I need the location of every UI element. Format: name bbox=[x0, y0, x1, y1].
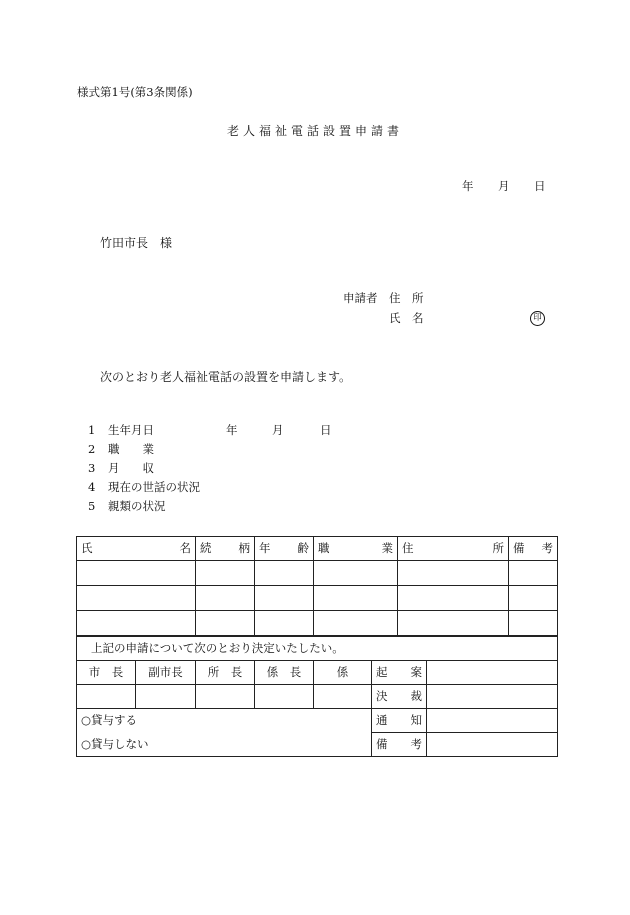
side-label-approval: 決 裁 bbox=[372, 685, 427, 709]
side-label-notice: 通 知 bbox=[372, 709, 427, 733]
addressee: 竹田市長 様 bbox=[100, 236, 173, 250]
date-year-label: 年 bbox=[462, 179, 474, 193]
item-label: 職 業 bbox=[108, 442, 154, 456]
header-relation: 続 柄 bbox=[196, 537, 255, 561]
option-lend[interactable]: ○貸与する bbox=[77, 709, 372, 733]
header-name: 氏 名 bbox=[77, 537, 196, 561]
item-label: 現在の世話の状況 bbox=[108, 480, 200, 494]
remarks-value-cell[interactable] bbox=[427, 733, 558, 757]
approver-section-chief: 係 長 bbox=[255, 661, 314, 685]
side-label-remarks: 備 考 bbox=[372, 733, 427, 757]
document-title: 老人福祉電話設置申請書 bbox=[226, 124, 403, 138]
intro-text: 次のとおり老人福祉電話の設置を申請します。 bbox=[100, 370, 352, 384]
item-number: 2 bbox=[88, 442, 96, 456]
draft-value-cell[interactable] bbox=[427, 661, 558, 685]
date-month-label: 月 bbox=[498, 179, 510, 193]
stamp-cell-section-chief[interactable] bbox=[255, 685, 314, 709]
table-header-row bbox=[77, 537, 558, 561]
approver-director: 所 長 bbox=[196, 661, 255, 685]
approver-deputy-mayor: 副市長 bbox=[136, 661, 196, 685]
header-remarks: 備 考 bbox=[509, 537, 558, 561]
name-label: 氏 名 bbox=[389, 311, 424, 325]
applicant-label: 申請者 bbox=[343, 291, 378, 305]
header-occupation: 職 業 bbox=[314, 537, 398, 561]
header-address: 住 所 bbox=[398, 537, 509, 561]
table-row[interactable] bbox=[77, 561, 558, 586]
decision-table bbox=[76, 636, 558, 757]
birth-year-label: 年 bbox=[226, 423, 238, 437]
decision-statement: 上記の申請について次のとおり決定いたしたい。 bbox=[77, 637, 558, 661]
form-number: 様式第1号(第3条関係) bbox=[77, 85, 193, 99]
table-row[interactable] bbox=[77, 586, 558, 611]
notice-value-cell[interactable] bbox=[427, 709, 558, 733]
address-label: 住 所 bbox=[389, 291, 424, 305]
relatives-table bbox=[76, 536, 558, 636]
option-not-lend[interactable]: ○貸与しない bbox=[77, 733, 372, 757]
item-label: 月 収 bbox=[108, 461, 154, 475]
item-number: 4 bbox=[88, 480, 96, 494]
stamp-cell-deputy-mayor[interactable] bbox=[136, 685, 196, 709]
item-number: 3 bbox=[88, 461, 96, 475]
seal-mark: 印 bbox=[530, 311, 545, 326]
date-day-label: 日 bbox=[534, 179, 546, 193]
stamp-cell-staff[interactable] bbox=[314, 685, 372, 709]
item-label: 親類の状況 bbox=[108, 499, 166, 513]
table-row[interactable] bbox=[77, 611, 558, 636]
item-number: 1 bbox=[88, 423, 96, 437]
birth-month-label: 月 bbox=[272, 423, 284, 437]
approval-value-cell[interactable] bbox=[427, 685, 558, 709]
header-age: 年 齢 bbox=[255, 537, 314, 561]
side-label-draft: 起 案 bbox=[372, 661, 427, 685]
approver-staff: 係 bbox=[314, 661, 372, 685]
stamp-cell-mayor[interactable] bbox=[77, 685, 136, 709]
approver-mayor: 市 長 bbox=[77, 661, 136, 685]
birth-day-label: 日 bbox=[320, 423, 332, 437]
item-label: 生年月日 bbox=[108, 423, 154, 437]
stamp-cell-director[interactable] bbox=[196, 685, 255, 709]
item-number: 5 bbox=[88, 499, 96, 513]
